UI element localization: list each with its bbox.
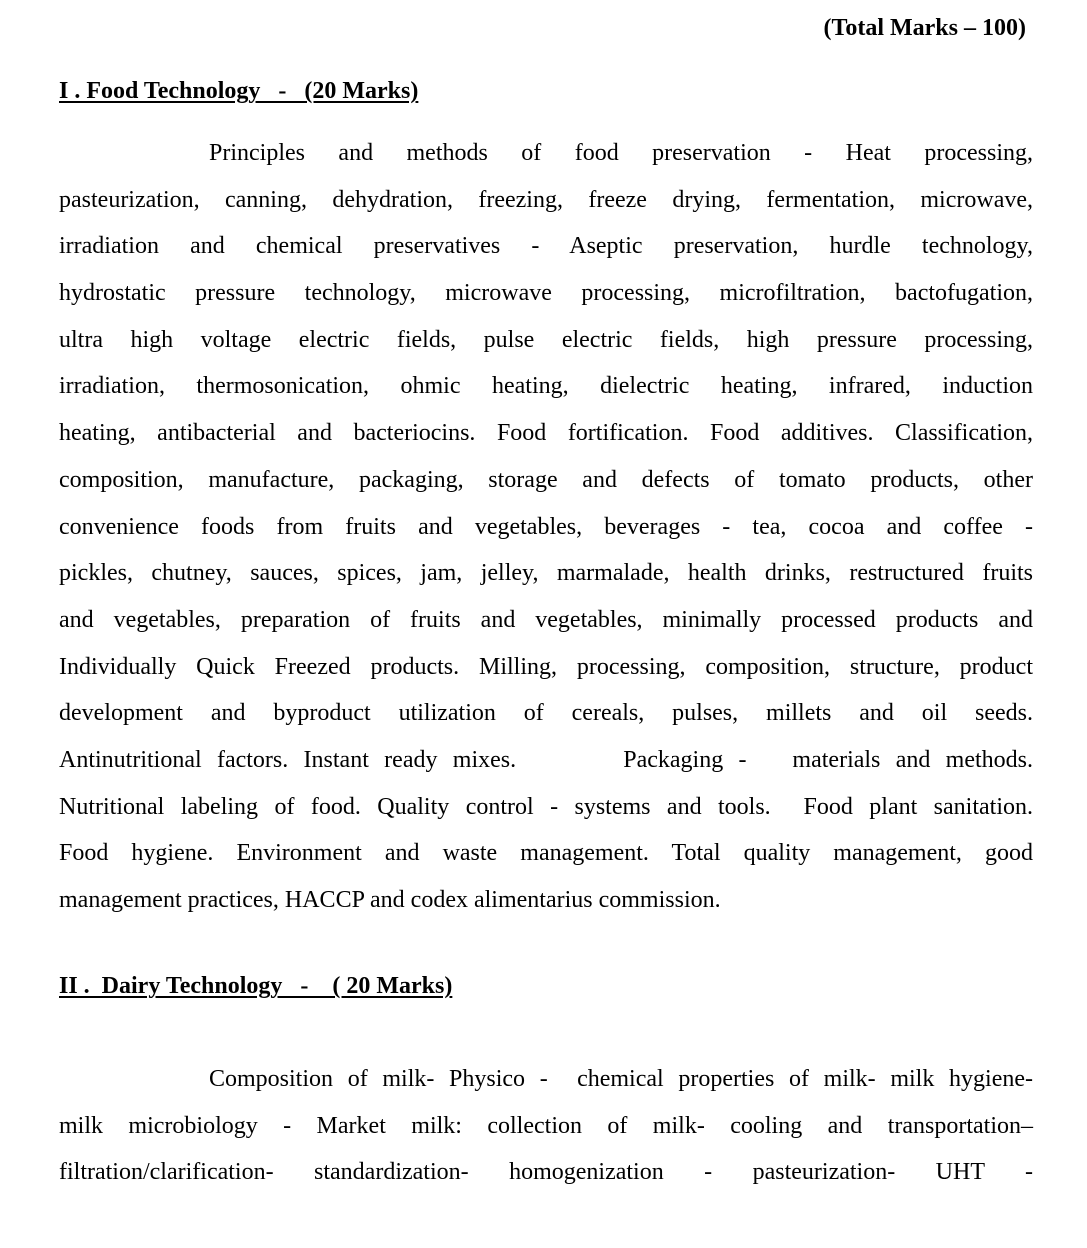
paragraph-line: irradiation and chemical preservatives - Aseptic preservation, hurdle technology, — [59, 233, 1033, 260]
total-marks-label: (Total Marks – 100) — [823, 15, 1026, 41]
paragraph-line: convenience foods from fruits and vegetables, beverages - tea, cocoa and coffee - — [59, 513, 1033, 540]
paragraph-line: Antinutritional factors. Instant ready mixes. Packaging - materials and methods. — [59, 746, 1033, 773]
paragraph-line: pickles, chutney, sauces, spices, jam, jelley, marmalade, health drinks, restructured fruits — [59, 560, 1033, 587]
paragraph-line: management practices, HACCP and codex alimentarius commission. — [59, 887, 721, 913]
paragraph-line: hydrostatic pressure technology, microwave processing, microfiltration, bactofugation, — [59, 280, 1033, 307]
paragraph-line: Food hygiene. Environment and waste management. Total quality management, good — [59, 840, 1033, 867]
paragraph-line: pasteurization, canning, dehydration, freezing, freeze drying, fermentation, microwave, — [59, 186, 1033, 213]
section-body-food-technology — [59, 137, 1033, 931]
paragraph-line: and vegetables, preparation of fruits and vegetables, minimally processed products and — [59, 606, 1033, 633]
paragraph-line: heating, antibacterial and bacteriocins. Food fortification. Food additives. Classification, — [59, 420, 1033, 447]
paragraph-line: Individually Quick Freezed products. Milling, processing, composition, structure, product — [59, 653, 1033, 680]
section-heading-dairy-technology: II . Dairy Technology - ( 20 Marks) — [59, 973, 453, 999]
paragraph-line: Composition of milk- Physico - chemical properties of milk- milk hygiene- — [209, 1066, 1033, 1092]
paragraph-line: ultra high voltage electric fields, pulse electric fields, high pressure processing, — [59, 326, 1033, 353]
paragraph-line: composition, manufacture, packaging, storage and defects of tomato products, other — [59, 466, 1033, 493]
section-body-dairy-technology — [59, 1063, 1033, 1203]
paragraph-line: milk microbiology - Market milk: collection of milk- cooling and transportation– — [59, 1112, 1033, 1139]
paragraph-line: Nutritional labeling of food. Quality control - systems and tools. Food plant sanitation. — [59, 793, 1033, 820]
paragraph-line: Principles and methods of food preservation - Heat processing, — [209, 140, 1033, 166]
paragraph-line: development and byproduct utilization of cereals, pulses, millets and oil seeds. — [59, 700, 1033, 727]
paragraph-line: filtration/clarification- standardization- homogenization - pasteurization- UHT - — [59, 1159, 1033, 1186]
paragraph-line: irradiation, thermosonication, ohmic heating, dielectric heating, infrared, induction — [59, 373, 1033, 400]
section-heading-food-technology: I . Food Technology - (20 Marks) — [59, 78, 419, 104]
